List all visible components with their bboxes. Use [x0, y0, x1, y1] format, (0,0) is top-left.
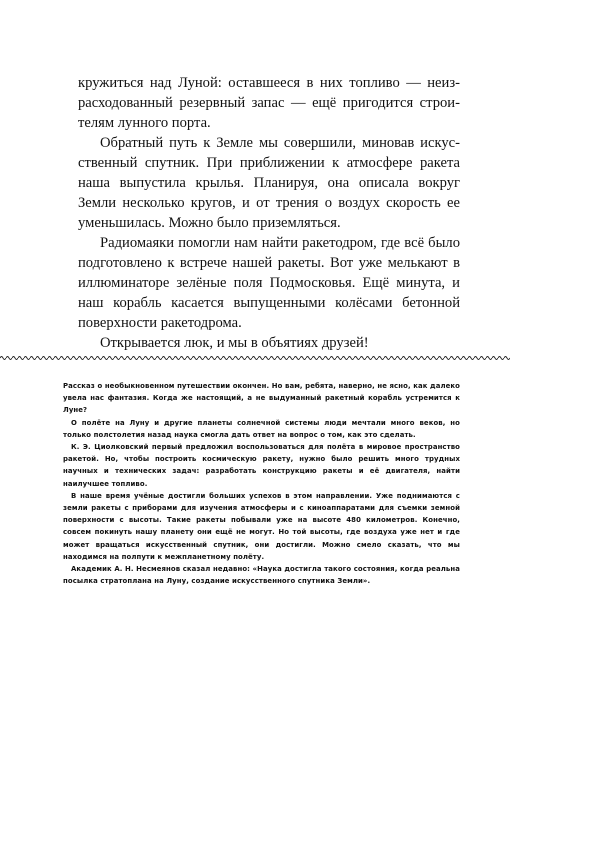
main-paragraph: Обратный путь к Земле мы совершили, миновав искусственный спутник. При приближении к атмосфере ракета наша выпустила крылья. Планируя, она описала вокруг Земли несколько кругов, и от трения о воздух скорость ее уменьшилась. Можно было приземляться. — [78, 135, 460, 231]
afterword-note-block — [63, 380, 460, 587]
note-paragraph: Академик А. Н. Несмеянов сказал недавно: «Наука достигла такого состояния, когда реальна посылка стратоплана на Луну, создание искусственного спутника Земли». — [63, 565, 460, 586]
main-text-block — [78, 73, 460, 353]
wavy-divider — [0, 350, 510, 360]
note-paragraph: О полёте на Луну и другие планеты солнечной системы люди мечтали много веков, но только полстолетия назад наука смогла дать ответ на вопрос о том, как это сделать. — [63, 418, 460, 439]
note-paragraph: В наше время учёные достигли больших успехов в этом направлении. Уже поднимаются с земли ракеты с приборами для изучения атмосферы и с киноаппаратами для съемки земной поверхности с высоты. Такие ракеты побывали уже на высоте 480 километров. Конечно, совсем покинуть нашу планету они ещё не могут. Но той высоты, где воздуха уже нет и где может вращаться искусственный спутник, они достигли. Можно смело сказать, что мы находимся на полпути к межпланетному полёту. — [63, 491, 460, 561]
note-paragraph: Рассказ о необыкновенном путешествии окончен. Но вам, ребята, наверно, не ясно, как далеко увела нас фантазия. Когда же настоящий, а не выдуманный ракетный корабль устремится к Луне? — [63, 382, 460, 415]
main-paragraph: Радиомаяки помогли нам найти ракетодром, где всё было подготовлено к встрече нашей ракеты. Вот уже мелькают в иллюминаторе зелёные поля Подмосковья. Ещё минута, и наш корабль касается выпущенными колёсами бетонной поверхности ракетодрома. — [78, 235, 460, 331]
wavy-line-graphic — [0, 353, 510, 360]
main-paragraph: Открывается люк, и мы в объятиях друзей! — [100, 335, 369, 351]
note-paragraph: К. Э. Циолковский первый предложил воспользоваться для полёта в мировое пространство ракетой. Но, чтобы построить космическую ракету, нужно было решить много трудных научных и технических задач: разработать конструкцию ракеты и её двигателя, найти наилучшее топливо. — [63, 443, 460, 488]
main-paragraph: кружиться над Луной: оставшееся в них топливо — неизрасходованный резервный запас — ещё пригодится строителям лунного порта. — [78, 75, 460, 131]
